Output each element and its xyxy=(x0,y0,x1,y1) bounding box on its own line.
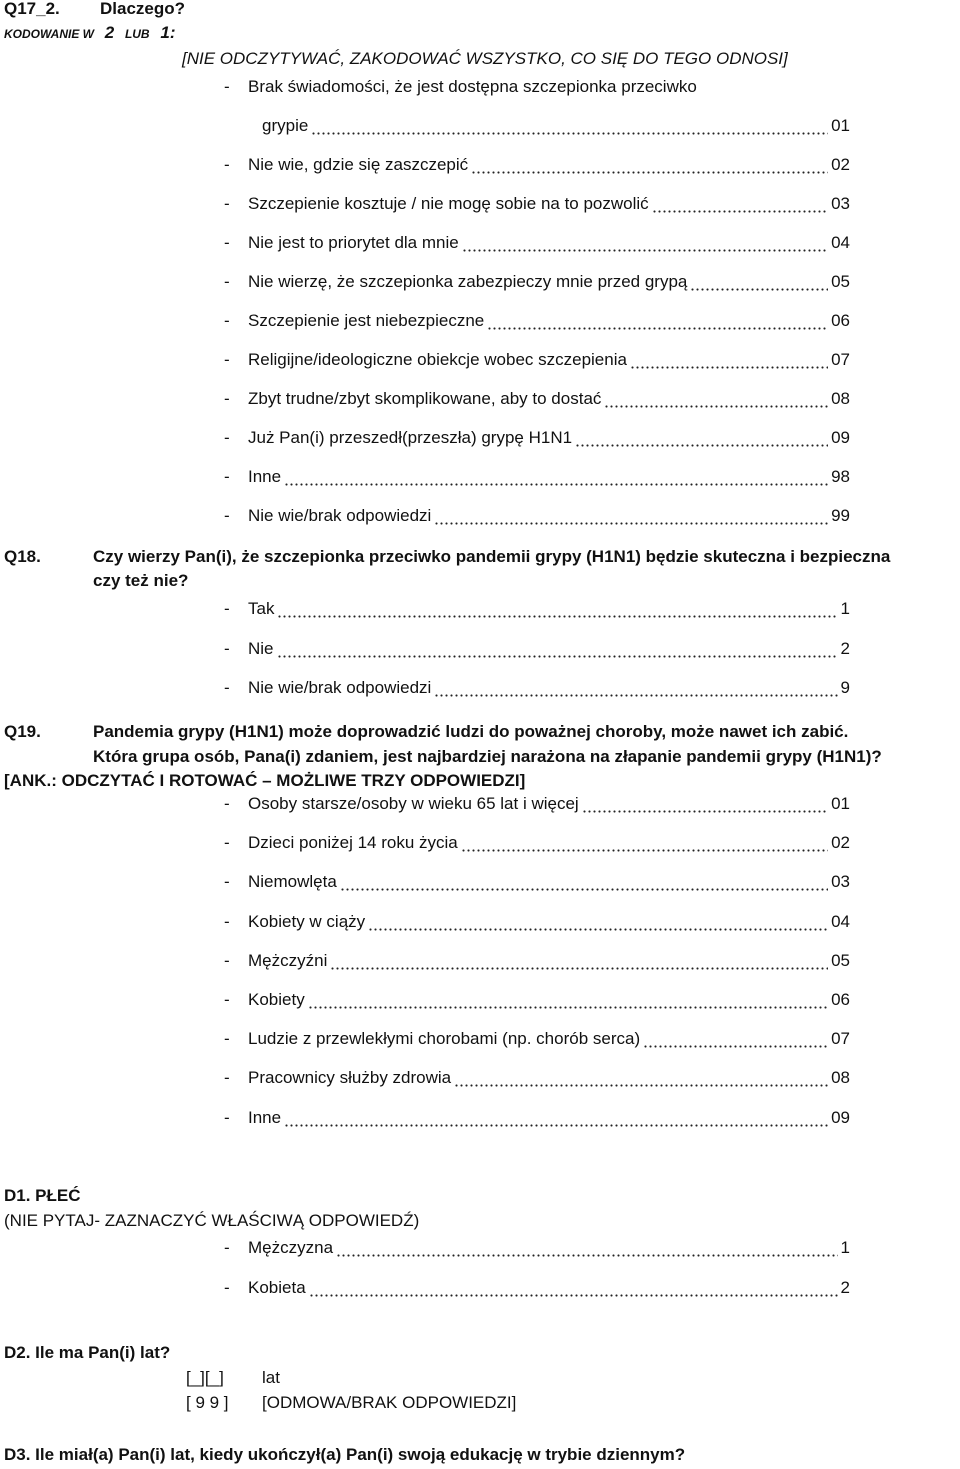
option-code: 98 xyxy=(831,467,850,486)
answer-option xyxy=(224,271,850,293)
dot-leader xyxy=(434,505,828,527)
option-label: Dzieci poniżej 14 roku życia xyxy=(248,833,458,853)
option-label: Nie wie/brak odpowiedzi xyxy=(248,678,432,697)
d1-title: D1. PŁEĆ xyxy=(4,1186,81,1205)
dash-bullet: - xyxy=(224,272,230,291)
dash-bullet: - xyxy=(224,1277,230,1297)
dot-leader xyxy=(461,832,828,854)
q19-question-line1: Pandemia grypy (H1N1) może doprowadzić ludzi do poważnej choroby, może nawet ich zabić. xyxy=(93,722,849,741)
dash-bullet: - xyxy=(224,233,230,252)
option-code: 04 xyxy=(831,911,850,931)
option-code: 01 xyxy=(831,794,850,813)
option-code: 06 xyxy=(831,990,850,1009)
dash-bullet: - xyxy=(224,678,230,697)
answer-option xyxy=(224,950,850,972)
answer-option xyxy=(224,989,850,1011)
answer-option xyxy=(224,388,850,410)
dot-leader xyxy=(368,911,828,933)
option-label: Mężczyzna xyxy=(248,1238,334,1257)
q17-2-title: Dlaczego? xyxy=(100,0,186,18)
option-label: Szczepienie kosztuje / nie mogę sobie na to pozwolić xyxy=(248,194,649,213)
dash-bullet: - xyxy=(224,428,230,447)
dash-bullet: - xyxy=(224,833,230,853)
answer-option xyxy=(224,232,850,254)
q17-2-instruction: [NIE ODCZYTYWAĆ, ZAKODOWAĆ WSZYSTKO, CO SIĘ DO TEGO ODNOSI] xyxy=(182,49,788,68)
answer-option xyxy=(224,1277,850,1299)
dot-leader xyxy=(434,677,837,699)
dash-bullet: - xyxy=(224,950,230,970)
dot-leader xyxy=(462,232,828,254)
dash-bullet: - xyxy=(224,911,230,931)
dot-leader xyxy=(284,466,828,488)
option-label: Zbyt trudne/zbyt skomplikowane, aby to dostać xyxy=(248,389,602,408)
option-code: 05 xyxy=(831,272,850,291)
q17-2-coding-note xyxy=(4,22,175,45)
answer-option xyxy=(224,427,850,449)
answer-option xyxy=(224,638,850,660)
option-label: Pracownicy służby zdrowia xyxy=(248,1068,452,1088)
dash-bullet: - xyxy=(224,638,230,658)
option-label: Nie jest to priorytet dla mnie xyxy=(248,233,459,252)
dash-bullet: - xyxy=(224,1068,230,1088)
answer-option xyxy=(224,310,850,332)
dot-leader xyxy=(630,349,828,371)
option-label: Tak xyxy=(248,599,275,618)
dot-leader xyxy=(311,115,828,137)
d2-refusal-label: [ODMOWA/BRAK ODPOWIEDZI] xyxy=(262,1393,517,1412)
answer-option xyxy=(224,1028,850,1050)
answer-option xyxy=(224,1107,850,1129)
coding-val1: 2 xyxy=(104,23,115,42)
dot-leader xyxy=(284,1107,828,1129)
dash-bullet: - xyxy=(224,467,230,486)
d2-title: D2. Ile ma Pan(i) lat? xyxy=(4,1343,171,1362)
option-code: 99 xyxy=(831,506,850,525)
answer-option xyxy=(224,1237,850,1259)
dash-bullet: - xyxy=(224,599,230,618)
coding-lub: LUB xyxy=(124,27,150,41)
option-label: Nie wie/brak odpowiedzi xyxy=(248,506,432,525)
dash-bullet: - xyxy=(224,311,230,330)
answer-option xyxy=(224,154,850,176)
answer-option xyxy=(224,832,850,854)
option-code: 03 xyxy=(831,872,850,892)
option-code: 1 xyxy=(840,599,850,618)
dot-leader xyxy=(690,271,828,293)
option-code: 08 xyxy=(831,389,850,408)
q18-question-line1: Czy wierzy Pan(i), że szczepionka przeciwko pandemii grypy (H1N1) będzie skuteczna i bezpieczna xyxy=(93,547,891,566)
d3-title: D3. Ile miał(a) Pan(i) lat, kiedy ukończył(a) Pan(i) swoją edukację w trybie dziennym? xyxy=(4,1445,686,1464)
dot-leader xyxy=(575,427,828,449)
option-label: Kobieta xyxy=(248,1277,306,1297)
option-label: grypie xyxy=(262,116,309,135)
option-label: Brak świadomości, że jest dostępna szczepionka przeciwko xyxy=(248,77,697,96)
dot-leader xyxy=(308,989,828,1011)
option-code: 08 xyxy=(831,1068,850,1088)
coding-val2: 1 xyxy=(160,23,170,42)
dot-leader xyxy=(643,1028,828,1050)
option-label: Szczepienie jest niebezpieczne xyxy=(248,311,485,330)
dash-bullet: - xyxy=(224,506,230,525)
answer-option xyxy=(224,911,850,933)
option-code: 2 xyxy=(840,1277,850,1297)
dash-bullet: - xyxy=(224,1238,230,1257)
dot-leader xyxy=(277,598,837,620)
d2-age-box: [_][_] xyxy=(186,1368,224,1387)
answer-option xyxy=(224,793,850,815)
option-code: 02 xyxy=(831,833,850,853)
coding-prefix: KODOWANIE W xyxy=(4,27,94,41)
dash-bullet: - xyxy=(224,872,230,892)
dash-bullet: - xyxy=(224,350,230,369)
q18-question-line2: czy też nie? xyxy=(93,571,189,590)
dash-bullet: - xyxy=(224,389,230,408)
d2-age-unit: lat xyxy=(262,1368,280,1387)
dash-bullet: - xyxy=(224,155,230,174)
dash-bullet: - xyxy=(224,1107,230,1127)
dot-leader xyxy=(309,1277,838,1299)
answer-option xyxy=(224,677,850,699)
dash-bullet: - xyxy=(224,990,230,1009)
option-code: 02 xyxy=(831,155,850,174)
answer-option xyxy=(224,598,850,620)
option-code: 01 xyxy=(831,116,850,135)
option-code: 09 xyxy=(831,428,850,447)
option-code: 06 xyxy=(831,311,850,330)
answer-option xyxy=(224,466,850,488)
dot-leader xyxy=(487,310,828,332)
option-label: Religijne/ideologiczne obiekcje wobec szczepienia xyxy=(248,350,627,369)
answer-option xyxy=(224,871,850,893)
q19-number: Q19. xyxy=(4,722,41,741)
option-label: Niemowlęta xyxy=(248,872,337,892)
option-code: 07 xyxy=(831,1029,850,1049)
option-label: Mężczyźni xyxy=(248,950,328,970)
option-code: 09 xyxy=(831,1107,850,1127)
dash-bullet: - xyxy=(224,1029,230,1049)
q18-number: Q18. xyxy=(4,547,41,566)
q17-2-option-1-line2 xyxy=(262,115,850,137)
d2-refusal-code: [ 9 9 ] xyxy=(186,1393,229,1412)
option-label: Ludzie z przewlekłymi chorobami (np. chorób serca) xyxy=(248,1029,641,1049)
option-label: Kobiety xyxy=(248,990,305,1009)
option-code: 07 xyxy=(831,350,850,369)
option-code: 03 xyxy=(831,194,850,213)
answer-option xyxy=(224,349,850,371)
option-label: Już Pan(i) przeszedł(przeszła) grypę H1N1 xyxy=(248,428,573,447)
option-code: 05 xyxy=(831,950,850,970)
option-label: Inne xyxy=(248,1107,282,1127)
dash-bullet: - xyxy=(224,194,230,213)
dot-leader xyxy=(604,388,828,410)
option-label: Kobiety w ciąży xyxy=(248,911,366,931)
option-code: 9 xyxy=(840,678,850,697)
q17-2-number: Q17_2. xyxy=(4,0,60,18)
answer-option xyxy=(224,193,850,215)
dot-leader xyxy=(652,193,828,215)
option-label: Nie wie, gdzie się zaszczepić xyxy=(248,155,469,174)
dot-leader xyxy=(582,793,828,815)
dot-leader xyxy=(330,950,828,972)
answer-option xyxy=(224,1067,850,1089)
coding-colon: : xyxy=(169,23,176,42)
option-code: 1 xyxy=(840,1238,850,1257)
dot-leader xyxy=(336,1237,838,1259)
option-label: Nie wierzę, że szczepionka zabezpieczy mnie przed grypą xyxy=(248,272,688,291)
answer-option xyxy=(224,505,850,527)
option-code: 04 xyxy=(831,233,850,252)
option-label: Nie xyxy=(248,638,274,658)
option-label: Osoby starsze/osoby w wieku 65 lat i więcej xyxy=(248,794,579,813)
q19-instruction: [ANK.: ODCZYTAĆ I ROTOWAĆ – MOŻLIWE TRZY ODPOWIEDZI] xyxy=(4,771,526,790)
dot-leader xyxy=(454,1067,828,1089)
option-label: Inne xyxy=(248,467,282,486)
dot-leader xyxy=(277,638,838,660)
d1-instruction: (NIE PYTAJ- ZAZNACZYĆ WŁAŚCIWĄ ODPOWIEDŹ) xyxy=(4,1211,420,1230)
dot-leader xyxy=(471,154,828,176)
dot-leader xyxy=(340,871,828,893)
option-code: 2 xyxy=(840,638,850,658)
q19-question-line2: Która grupa osób, Pana(i) zdaniem, jest najbardziej narażona na złapanie pandemii grypy (H1N1)? xyxy=(93,747,882,766)
q17-2-option-1-line1: - Brak świadomości, że jest dostępna szczepionka przeciwko xyxy=(224,77,697,96)
dash-bullet: - xyxy=(224,794,230,813)
